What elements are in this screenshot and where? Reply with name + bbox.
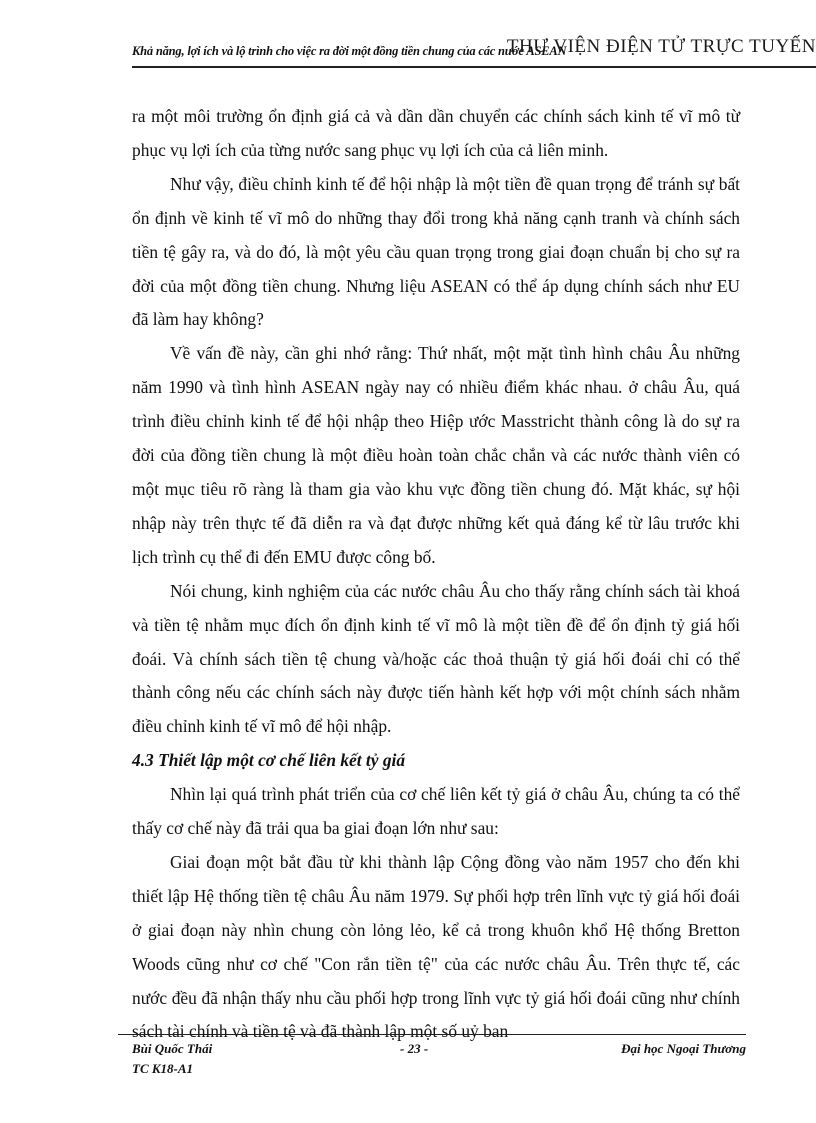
page-footer xyxy=(118,1034,746,1095)
paragraph-4: Nói chung, kinh nghiệm của các nước châu Âu cho thấy rằng chính sách tài khoá và tiền tệ nhằm mục đích ổn định kinh tế vĩ mô là một tiền đề để ổn định tỷ giá hối đoái. Và chính sách tiền tệ chung và/hoặc các thoả thuận tỷ giá hối đoái chỉ có thể thành công nếu các chính sách này được tiến hành kết hợp với một chính sách nhằm điều chỉnh kinh tế vĩ mô để hội nhập. xyxy=(132,580,740,737)
page-number: - 23 - xyxy=(400,1041,429,1056)
paragraph-1: ra một môi trường ổn định giá cả và dần dần chuyển các chính sách kinh tế vĩ mô từ phục vụ lợi ích của từng nước sang phục vụ lợi ích của cả liên minh. xyxy=(132,106,740,160)
paragraph-6: Giai đoạn một bắt đầu từ khi thành lập Cộng đồng vào năm 1957 cho đến khi thiết lập Hệ thống tiền tệ châu Âu năm 1979. Sự phối hợp trên lĩnh vực tỷ giá hối đoái ở giai đoạn này nhìn chung còn lỏng lẻo, kể cả trong khuôn khổ Hệ thống Bretton Woods cũng như cơ chế "Con rắn tiền tệ" của các nước châu Âu. Trên thực tế, các nước đều đã nhận thấy nhu cầu phối hợp trong lĩnh vực tỷ giá hối đoái cũng như chính sách tài chính và tiền tệ và đã thành lập một số uỷ ban xyxy=(132,851,740,1042)
page-header xyxy=(132,36,816,68)
header-title: Khả năng, lợi ích và lộ trình cho việc ra đời một đồng tiền chung của các nước ASEAN xyxy=(132,44,567,58)
paragraph-5: Nhìn lại quá trình phát triển của cơ chế liên kết tỷ giá ở châu Âu, chúng ta có thể thấy cơ chế này đã trải qua ba giai đoạn lớn như sau: xyxy=(132,784,740,839)
paragraph-2: Như vậy, điều chỉnh kinh tế để hội nhập là một tiền đề quan trọng để tránh sự bất ổn định về kinh tế vĩ mô do những thay đổi trong khả năng cạnh tranh và chính sách tiền tệ gây ra, và do đó, là một yêu cầu quan trọng trong giai đoạn chuẩn bị cho sự ra đời của một đồng tiền chung. Nhưng liệu ASEAN có thể áp dụng chính sách như EU đã làm hay không? xyxy=(132,173,740,330)
footer-author: Bùi Quốc Thái xyxy=(132,1041,213,1056)
document-body xyxy=(132,100,740,1049)
footer-school: Đại học Ngoại Thương xyxy=(621,1041,746,1056)
footer-class: TC K18-A1 xyxy=(132,1061,194,1076)
section-heading: 4.3 Thiết lập một cơ chế liên kết tỷ giá xyxy=(132,750,406,771)
header-watermark: THƯ VIỆN ĐIỆN TỬ TRỰC TUYẾN xyxy=(506,36,816,57)
paragraph-3: Về vấn đề này, cần ghi nhớ rằng: Thứ nhất, một mặt tình hình châu Âu những năm 1990 và tình hình ASEAN ngày nay có nhiều điểm khác nhau. ở châu Âu, quá trình điều chỉnh kinh tế để hội nhập theo Hiệp ước Masstricht thành công là do sự ra đời của đồng tiền chung là một điều hoàn toàn chắc chắn và các nước thành viên có một mục tiêu rõ ràng là tham gia vào khu vực đồng tiền chung đó. Mặt khác, sự hội nhập này trên thực tế đã diễn ra và đạt được những kết quả đáng kể từ lâu trước khi lịch trình cụ thể đi đến EMU được công bố. xyxy=(132,343,740,567)
